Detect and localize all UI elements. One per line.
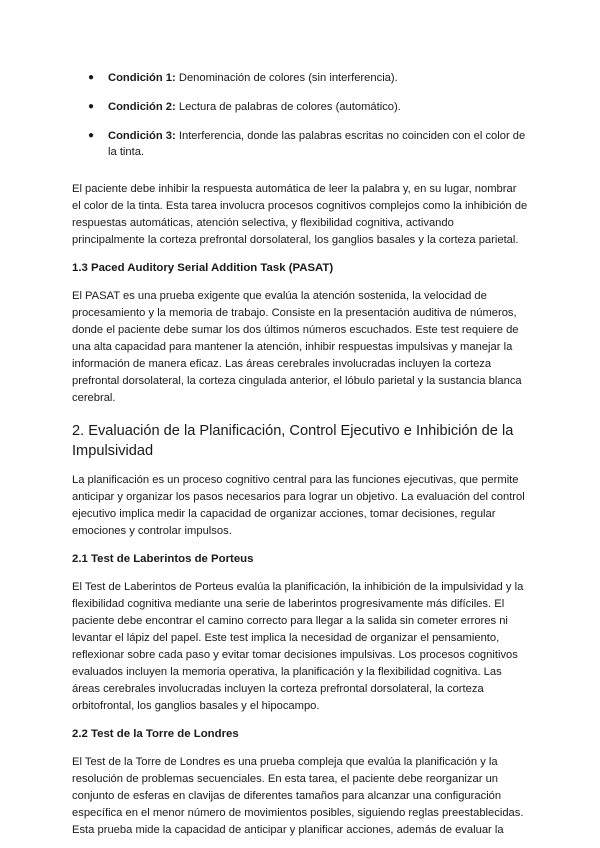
section-2-paragraph: La planificación es un proceso cognitivo central para las funciones ejecutivas, que permite anticipar y organizar los pasos necesarios para lograr un objetivo. La evaluación del control ejecutivo implica medir la capacidad de organizar acciones, tomar decisiones, regular emociones y controlar impulsos.: [72, 474, 525, 537]
condition-text: Denominación de colores (sin interferencia).: [175, 72, 398, 84]
condition-text: Lectura de palabras de colores (automático).: [175, 101, 401, 113]
condition-label: Condición 1:: [108, 72, 176, 84]
list-item: [72, 99, 528, 115]
section-2-heading: 2. Evaluación de la Planificación, Control Ejecutivo e Inhibición de la Impulsividad: [72, 423, 514, 459]
pasat-heading: 1.3 Paced Auditory Serial Addition Task (PASAT): [72, 262, 334, 274]
london-heading: 2.2 Test de la Torre de Londres: [72, 728, 239, 740]
pasat-paragraph: El PASAT es una prueba exigente que evalúa la atención sostenida, la velocidad de procesamiento y la memoria de trabajo. Consiste en la presentación auditiva de números, donde el paciente debe sumar los dos últimos números escuchados. Este test requiere de una alta capacidad para mantener la atención, inhibir respuestas impulsivas y manejar la información de manera eficaz. Las áreas cerebrales involucradas incluyen la corteza prefrontal dorsolateral, la corteza cingulada anterior, el lóbulo parietal y la sustancia blanca cerebral.: [72, 290, 522, 404]
stroop-paragraph: El paciente debe inhibir la respuesta automática de leer la palabra y, en su lugar, nombrar el color de la tinta. Esta tarea involucra procesos cognitivos complejos como la inhibición de respuestas automáticas, atención selectiva, y flexibilidad cognitiva, activando principalmente la corteza prefrontal dorsolateral, los ganglios basales y la corteza parietal.: [72, 183, 528, 246]
bullet-icon: ●: [88, 72, 95, 83]
list-item: [72, 128, 528, 160]
porteus-paragraph: El Test de Laberintos de Porteus evalúa la planificación, la inhibición de la impulsividad y la flexibilidad cognitiva mediante una serie de laberintos progresivamente más difíciles. El paciente debe encontrar el camino correcto para llegar a la salida sin cometer errores ni levantar el lápiz del papel. Este test implica la necesidad de organizar el pensamiento, reflexionar sobre cada paso y evitar tomar decisiones impulsivas. Los procesos cognitivos evaluados incluyen la memoria operativa, la planificación y la flexibilidad cognitiva. Las áreas cerebrales involucradas incluyen la corteza prefrontal dorsolateral, la corteza orbitofrontal, los ganglios basales y el hipocampo.: [72, 581, 524, 712]
conditions-list: [72, 70, 528, 160]
porteus-heading: 2.1 Test de Laberintos de Porteus: [72, 553, 254, 565]
page-content: [72, 70, 528, 839]
condition-text: Interferencia, donde las palabras escritas no coinciden con el color de la tinta.: [108, 130, 526, 158]
bullet-icon: ●: [88, 130, 95, 141]
london-paragraph: El Test de la Torre de Londres es una prueba compleja que evalúa la planificación y la resolución de problemas secuenciales. En esta tarea, el paciente debe reorganizar un conjunto de esferas en clavijas de diferentes tamaños para alcanzar una configuración específica en el menor número de movimientos posibles, siguiendo reglas preestablecidas. Esta prueba mide la capacidad de anticipar y planificar acciones, además de evaluar la: [72, 756, 524, 836]
list-item: [72, 70, 528, 86]
condition-label: Condición 2:: [108, 101, 176, 113]
bullet-icon: ●: [88, 101, 95, 112]
condition-label: Condición 3:: [108, 130, 176, 142]
